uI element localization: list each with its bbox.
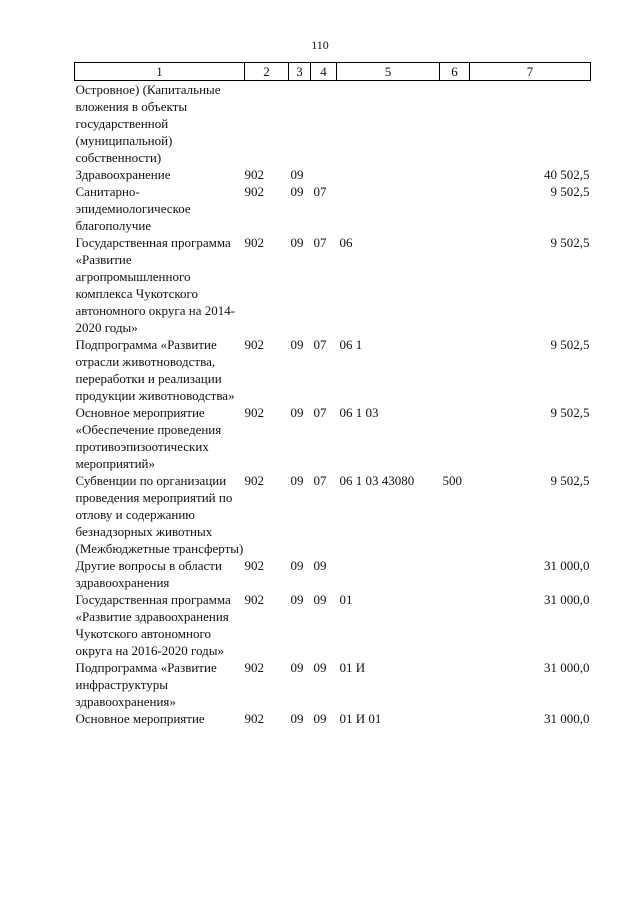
table-row	[75, 557, 591, 591]
header-col-1: 1	[75, 63, 245, 81]
row-amount: 31 000,0	[544, 660, 590, 675]
header-row	[75, 63, 591, 81]
row-name: Санитарно-эпидемиологическое благополучие	[75, 184, 191, 233]
table-row	[75, 336, 591, 404]
budget-table-grid	[74, 62, 591, 727]
row-target-article	[337, 81, 440, 167]
header-col-4: 4	[311, 63, 337, 81]
row-admin-code: 902	[244, 235, 264, 250]
row-expense-type	[440, 183, 470, 234]
row-subsection	[311, 166, 337, 183]
row-name: Здравоохранение	[75, 167, 171, 182]
row-name: Государственная программа «Развитие здравоохранения Чукотского автономного округа на 2016-2020 годы»	[75, 592, 231, 658]
table-row	[75, 404, 591, 472]
row-section: 09	[290, 167, 304, 182]
row-amount: 9 502,5	[550, 184, 590, 199]
row-admin-code: 902	[244, 473, 264, 488]
row-admin-code: 902	[244, 405, 264, 420]
row-section: 09	[290, 711, 304, 726]
row-expense-type	[440, 336, 470, 404]
row-name: Государственная программа «Развитие агропромышленного комплекса Чукотского автономного округа на 2014-2020 годы»	[75, 235, 236, 335]
table-row	[75, 710, 591, 727]
table-row	[75, 166, 591, 183]
row-amount: 9 502,5	[550, 473, 590, 488]
row-expense-type: 500	[442, 473, 462, 488]
row-subsection: 07	[313, 405, 327, 420]
table-row	[75, 183, 591, 234]
row-name: Островное) (Капитальные вложения в объекты государственной (муниципальной) собственности)	[75, 82, 221, 165]
row-subsection: 09	[313, 558, 327, 573]
row-expense-type	[440, 234, 470, 336]
row-name: Другие вопросы в области здравоохранения	[75, 558, 222, 590]
table-row	[75, 472, 591, 557]
table-row	[75, 591, 591, 659]
header-col-6: 6	[440, 63, 470, 81]
row-amount: 31 000,0	[544, 592, 590, 607]
row-subsection: 07	[313, 337, 327, 352]
row-name: Основное мероприятие	[75, 711, 205, 726]
row-section: 09	[290, 337, 304, 352]
row-target-article: 06	[339, 235, 353, 250]
row-section: 09	[290, 473, 304, 488]
page-number: 110	[311, 38, 329, 52]
row-section: 09	[290, 184, 304, 199]
budget-table	[74, 62, 590, 727]
row-admin-code: 902	[244, 337, 264, 352]
row-section: 09	[290, 660, 304, 675]
row-subsection: 09	[313, 592, 327, 607]
row-target-article: 06 1 03 43080	[339, 473, 415, 488]
row-name: Подпрограмма «Развитие отрасли животноводства, переработки и реализации продукции животноводства»	[75, 337, 235, 403]
row-amount: 40 502,5	[544, 167, 590, 182]
row-target-article	[337, 183, 440, 234]
row-subsection	[311, 81, 337, 167]
header-col-7: 7	[470, 63, 591, 81]
row-admin-code: 902	[244, 558, 264, 573]
row-target-article: 06 1 03	[339, 405, 379, 420]
row-expense-type	[440, 591, 470, 659]
row-section: 09	[290, 592, 304, 607]
row-subsection: 07	[313, 473, 327, 488]
row-target-article	[337, 557, 440, 591]
row-expense-type	[440, 710, 470, 727]
row-admin-code: 902	[244, 711, 264, 726]
row-section: 09	[290, 405, 304, 420]
row-subsection: 09	[313, 711, 327, 726]
row-amount: 9 502,5	[550, 337, 590, 352]
row-name: Субвенции по организации проведения мероприятий по отлову и содержанию безнадзорных животных (Межбюджетные трансферты)	[75, 473, 244, 556]
row-target-article: 01 И 01	[339, 711, 382, 726]
row-subsection: 07	[313, 184, 327, 199]
row-expense-type	[440, 659, 470, 710]
row-subsection: 09	[313, 660, 327, 675]
table-body	[75, 81, 591, 728]
row-admin-code: 902	[244, 660, 264, 675]
row-target-article	[337, 166, 440, 183]
row-expense-type	[440, 404, 470, 472]
row-expense-type	[440, 557, 470, 591]
row-section	[289, 81, 311, 167]
row-amount: 9 502,5	[550, 405, 590, 420]
header-col-5: 5	[337, 63, 440, 81]
row-admin-code: 902	[244, 592, 264, 607]
header-col-2: 2	[245, 63, 289, 81]
row-admin-code	[245, 81, 289, 167]
table-header	[75, 63, 591, 81]
row-amount: 31 000,0	[544, 558, 590, 573]
table-row	[75, 659, 591, 710]
row-name: Основное мероприятие «Обеспечение проведения противоэпизоотических мероприятий»	[75, 405, 222, 471]
row-admin-code: 902	[244, 167, 264, 182]
row-section: 09	[290, 558, 304, 573]
row-subsection: 07	[313, 235, 327, 250]
row-section: 09	[290, 235, 304, 250]
row-target-article: 06 1	[339, 337, 363, 352]
row-expense-type	[440, 166, 470, 183]
row-name: Подпрограмма «Развитие инфраструктуры здравоохранения»	[75, 660, 217, 709]
row-amount: 31 000,0	[544, 711, 590, 726]
row-admin-code: 902	[244, 184, 264, 199]
row-target-article: 01	[339, 592, 353, 607]
header-col-3: 3	[289, 63, 311, 81]
row-amount	[470, 81, 591, 167]
table-row	[75, 234, 591, 336]
row-amount: 9 502,5	[550, 235, 590, 250]
table-row	[75, 81, 591, 167]
row-target-article: 01 И	[339, 660, 366, 675]
row-expense-type	[440, 81, 470, 167]
